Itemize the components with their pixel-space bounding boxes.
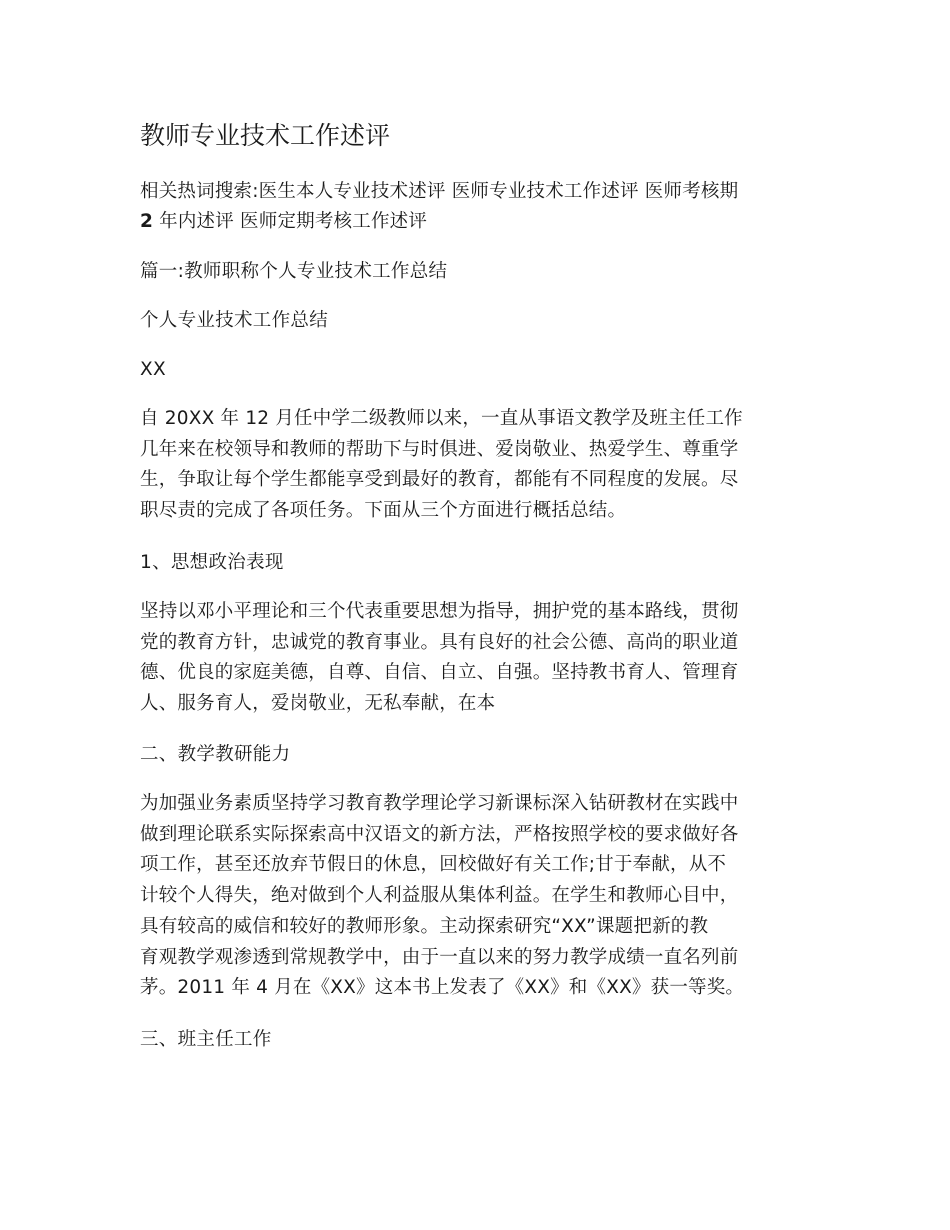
section2-line: 具有较高的威信和较好的教师形象。主动探索研究“XX”课题把新的教 xyxy=(140,915,709,937)
related-keywords xyxy=(140,177,812,237)
section1-line: 人、服务育人，爱岗敬业，无私奉献，在本 xyxy=(140,693,496,715)
part-heading: 篇一:教师职称个人专业技术工作总结 xyxy=(140,261,448,282)
section1-heading: 1、思想政治表现 xyxy=(140,552,284,573)
section2-line: 育观教学观渗透到常规教学中，由于一直以来的努力教学成绩一直名列前 xyxy=(140,946,739,968)
intro-line: 职尽责的完成了各项任务。下面从三个方面进行概括总结。 xyxy=(140,500,627,522)
section3-heading: 三、班主任工作 xyxy=(140,1029,272,1050)
section2-line: 计较个人得失，绝对做到个人利益服从集体利益。在学生和教师心目中， xyxy=(140,885,739,907)
section1-line: 坚持以邓小平理论和三个代表重要思想为指导，拥护党的基本路线，贯彻 xyxy=(140,601,739,622)
section1-line: 党的教育方针，忠诚党的教育事业。具有良好的社会公德、高尚的职业道 xyxy=(140,631,739,653)
subtitle: 个人专业技术工作总结 xyxy=(140,310,329,331)
keywords-number: 2 xyxy=(140,211,154,232)
section1-line: 德、优良的家庭美德，自尊、自信、自立、自强。坚持教书育人、管理育 xyxy=(140,662,739,684)
intro-line: 自 20XX 年 12 月任中学二级教师以来，一直从事语文教学及班主任工作 xyxy=(140,408,743,429)
section2-line: 茅。2011 年 4 月在《XX》这本书上发表了《XX》和《XX》获一等奖。 xyxy=(140,977,745,999)
intro-line: 生，争取让每个学生都能享受到最好的教育，都能有不同程度的发展。尽 xyxy=(140,469,739,491)
section2-line: 项工作，甚至还放弃节假日的休息，回校做好有关工作;甘于奉献，从不 xyxy=(140,854,727,876)
keywords-line-1: 相关热词搜索:医生本人专业技术述评 医师专业技术工作述评 医师考核期 xyxy=(140,181,739,202)
intro-paragraph xyxy=(140,404,812,527)
intro-line: 几年来在校领导和教师的帮助下与时俱进、爱岗敬业、热爱学生、尊重学 xyxy=(140,438,739,460)
section1-paragraph xyxy=(140,597,812,720)
keywords-line-2: 年内述评 医师定期考核工作述评 xyxy=(153,211,428,232)
section2-paragraph xyxy=(140,789,812,1004)
section2-heading: 二、教学教研能力 xyxy=(140,744,291,765)
section2-line: 为加强业务素质坚持学习教育教学理论学习新课标深入钻研教材在实践中 xyxy=(140,793,739,814)
section2-line: 做到理论联系实际探索高中汉语文的新方法，严格按照学校的要求做好各 xyxy=(140,823,739,845)
page-title: 教师专业技术工作述评 xyxy=(140,121,391,150)
author: XX xyxy=(140,359,166,380)
